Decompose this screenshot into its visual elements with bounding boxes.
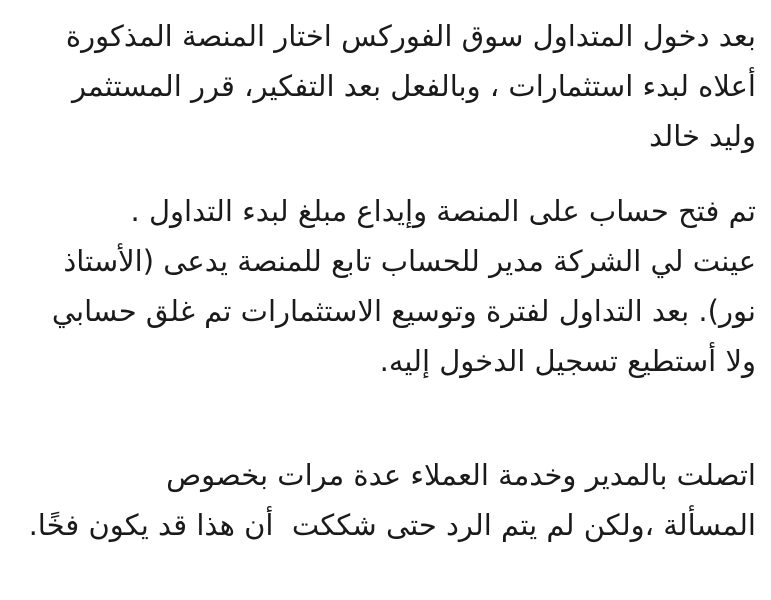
text-line: وليد خالد	[649, 119, 756, 153]
text-line: تم فتح حساب على المنصة وإيداع مبلغ لبدء التداول .	[130, 194, 756, 228]
paragraph-complaint	[10, 450, 756, 550]
paragraph-intro	[10, 11, 756, 161]
paragraph-account-story	[10, 186, 756, 386]
text-line: المسألة ،ولكن لم يتم الرد حتى شككت أن هذا قد يكون فخًا.	[28, 508, 756, 542]
text-line: بعد دخول المتداول سوق الفوركس اختار المنصة المذكورة	[65, 19, 756, 53]
text-line: اتصلت بالمدير وخدمة العملاء عدة مرات بخصوص	[166, 458, 756, 492]
text-line: ولا أستطيع تسجيل الدخول إليه.	[379, 344, 756, 378]
text-line: نور). بعد التداول لفترة وتوسيع الاستثمارات تم غلق حسابي	[51, 294, 756, 328]
text-line: أعلاه لبدء استثمارات ، وبالفعل بعد التفكير، قرر المستثمر	[72, 69, 756, 103]
text-line: عينت لي الشركة مدير للحساب تابع للمنصة يدعى (الأستاذ	[63, 244, 756, 278]
